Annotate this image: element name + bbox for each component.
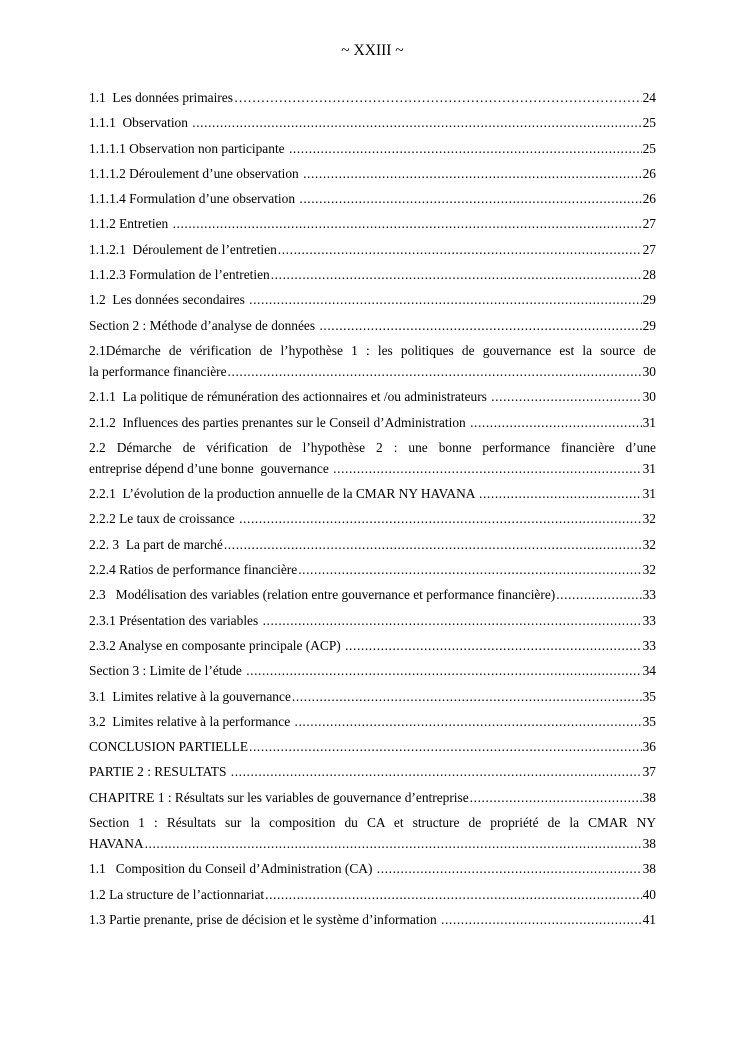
toc-entry[interactable] bbox=[89, 858, 656, 879]
toc-entry-page: 26 bbox=[642, 191, 656, 207]
toc-entry-page: 40 bbox=[642, 886, 656, 902]
toc-entry[interactable] bbox=[89, 761, 656, 782]
toc-entry[interactable] bbox=[89, 340, 656, 382]
dot-leader bbox=[470, 787, 642, 808]
toc-entry-title: 1.2 Les données secondaires bbox=[89, 292, 249, 308]
toc-entry-page: 35 bbox=[642, 688, 656, 704]
toc-entry-page: 38 bbox=[642, 789, 656, 805]
toc-entry-title-line1: Section 1 : Résultats sur la composition du CA et structure de propriété de la CMAR NY bbox=[89, 815, 656, 831]
toc-entry[interactable] bbox=[89, 386, 656, 407]
dot-leader bbox=[145, 833, 642, 854]
toc-entry-page: 31 bbox=[642, 414, 656, 430]
dot-leader bbox=[173, 213, 642, 234]
dot-leader bbox=[234, 87, 642, 108]
dot-leader bbox=[556, 584, 641, 605]
toc-entry-title: 1.1.2.1 Déroulement de l’entretien bbox=[89, 241, 277, 257]
toc-entry-title-line1: 2.2 Démarche de vérification de l’hypothèse 2 : une bonne performance financière d’une bbox=[89, 439, 656, 455]
dot-leader bbox=[319, 315, 641, 336]
dot-leader bbox=[192, 112, 641, 133]
toc-entry[interactable] bbox=[89, 239, 656, 260]
dot-leader bbox=[345, 635, 642, 656]
dot-leader bbox=[278, 239, 642, 260]
toc-entry[interactable] bbox=[89, 508, 656, 529]
toc-entry[interactable] bbox=[89, 213, 656, 234]
toc-entry[interactable] bbox=[89, 534, 656, 555]
toc-entry-title-line2: la performance financière bbox=[89, 363, 227, 379]
toc-entry-title: CONCLUSION PARTIELLE bbox=[89, 739, 249, 755]
toc-entry[interactable] bbox=[89, 884, 656, 905]
toc-entry-title: 3.1 Limites relative à la gouvernance bbox=[89, 688, 291, 704]
toc-entry-title: 1.1.1.1 Observation non participante bbox=[89, 140, 288, 156]
toc-entry[interactable] bbox=[89, 264, 656, 285]
dot-leader bbox=[249, 289, 641, 310]
dot-leader bbox=[295, 711, 642, 732]
toc-entry-title: CHAPITRE 1 : Résultats sur les variables de gouvernance d’entreprise bbox=[89, 789, 469, 805]
toc-entry-page: 26 bbox=[642, 165, 656, 181]
toc-entry-page: 30 bbox=[642, 389, 656, 405]
toc-entry[interactable] bbox=[89, 711, 656, 732]
toc-entry[interactable] bbox=[89, 412, 656, 433]
dot-leader bbox=[289, 138, 642, 159]
page-number-header: ~ XXIII ~ bbox=[341, 42, 404, 59]
dot-leader bbox=[246, 660, 641, 681]
dot-leader bbox=[239, 508, 642, 529]
toc-entry-title: 1.1 Les données primaires bbox=[89, 90, 233, 105]
toc-entry[interactable] bbox=[89, 163, 656, 184]
toc-entry[interactable] bbox=[89, 112, 656, 133]
toc-entry-page: 41 bbox=[642, 911, 656, 927]
toc-entry-title: 1.1.2.3 Formulation de l’entretien bbox=[89, 267, 270, 283]
dot-leader bbox=[231, 761, 642, 782]
dot-leader bbox=[377, 858, 642, 879]
toc-entry-page: 27 bbox=[642, 241, 656, 257]
toc-entry[interactable] bbox=[89, 686, 656, 707]
toc-entry-page: 36 bbox=[642, 739, 656, 755]
toc-entry-page: 32 bbox=[642, 536, 656, 552]
toc-entry[interactable] bbox=[89, 559, 656, 580]
toc-entry-page: 37 bbox=[642, 764, 656, 780]
dot-leader bbox=[298, 559, 641, 580]
toc-entry[interactable] bbox=[89, 138, 656, 159]
toc-entry-page: 30 bbox=[642, 363, 656, 379]
toc-entry-page: 25 bbox=[642, 115, 656, 131]
toc-entry-page: 33 bbox=[642, 637, 656, 653]
toc-entry-title: 2.1.1 La politique de rémunération des actionnaires et /ou administrateurs bbox=[89, 389, 491, 405]
toc-entry-title-line2: HAVANA bbox=[89, 836, 144, 852]
toc-entry-title: 1.1.1 Observation bbox=[89, 115, 192, 131]
toc-entry-page: 29 bbox=[642, 317, 656, 333]
dot-leader bbox=[441, 909, 642, 930]
toc-entry-page: 32 bbox=[642, 511, 656, 527]
toc-entry-page: 38 bbox=[642, 861, 656, 877]
toc-entry-title: 2.2.2 Le taux de croissance bbox=[89, 511, 239, 527]
toc-entry-title: 2.3 Modélisation des variables (relation entre gouvernance et performance financière) bbox=[89, 587, 556, 603]
toc-entry[interactable] bbox=[89, 584, 656, 605]
dot-leader bbox=[263, 610, 642, 631]
dot-leader bbox=[265, 884, 641, 905]
toc-entry-page: 29 bbox=[642, 292, 656, 308]
dot-leader bbox=[292, 686, 642, 707]
toc-entry[interactable] bbox=[89, 289, 656, 310]
toc-entry-title: 3.2 Limites relative à la performance bbox=[89, 713, 294, 729]
dot-leader bbox=[470, 412, 642, 433]
table-of-contents bbox=[89, 87, 656, 934]
dot-leader bbox=[299, 188, 641, 209]
toc-entry[interactable] bbox=[89, 188, 656, 209]
toc-entry[interactable] bbox=[89, 437, 656, 479]
toc-entry-title: 2.1.2 Influences des parties prenantes sur le Conseil d’Administration bbox=[89, 414, 470, 430]
toc-entry[interactable] bbox=[89, 909, 656, 930]
toc-entry[interactable] bbox=[89, 787, 656, 808]
toc-entry[interactable] bbox=[89, 315, 656, 336]
dot-leader bbox=[479, 483, 642, 504]
toc-entry[interactable] bbox=[89, 736, 656, 757]
toc-entry-page: 24 bbox=[642, 90, 656, 105]
toc-entry-title: PARTIE 2 : RESULTATS bbox=[89, 764, 230, 780]
dot-leader bbox=[303, 163, 642, 184]
dot-leader bbox=[491, 386, 641, 407]
dot-leader bbox=[333, 458, 641, 479]
toc-entry[interactable] bbox=[89, 483, 656, 504]
toc-entry-page: 31 bbox=[642, 486, 656, 502]
dot-leader bbox=[228, 361, 642, 382]
toc-entry-title: 1.1.1.4 Formulation d’une observation bbox=[89, 191, 299, 207]
toc-entry[interactable] bbox=[89, 635, 656, 656]
toc-entry-title: 2.2. 3 La part de marché bbox=[89, 536, 223, 552]
toc-entry-page: 33 bbox=[642, 612, 656, 628]
toc-entry-title: Section 2 : Méthode d’analyse de données bbox=[89, 317, 319, 333]
dot-leader bbox=[271, 264, 642, 285]
toc-entry-page: 35 bbox=[642, 713, 656, 729]
toc-entry-page: 27 bbox=[642, 216, 656, 232]
toc-entry-page: 25 bbox=[642, 140, 656, 156]
toc-entry[interactable] bbox=[89, 812, 656, 854]
toc-entry-title: 1.2 La structure de l’actionnariat bbox=[89, 886, 265, 902]
toc-entry-title-line1: 2.1Démarche de vérification de l’hypothèse 1 : les politiques de gouvernance est la source de bbox=[89, 342, 656, 358]
toc-entry-page: 32 bbox=[642, 562, 656, 578]
toc-entry[interactable] bbox=[89, 87, 656, 108]
toc-entry-page: 33 bbox=[642, 587, 656, 603]
toc-entry-title: Section 3 : Limite de l’étude bbox=[89, 663, 246, 679]
toc-entry-title: 2.3.1 Présentation des variables bbox=[89, 612, 262, 628]
toc-entry-page: 28 bbox=[642, 267, 656, 283]
toc-entry-title: 1.1.1.2 Déroulement d’une observation bbox=[89, 165, 303, 181]
toc-entry-title: 1.3 Partie prenante, prise de décision et le système d’information bbox=[89, 911, 441, 927]
toc-entry-title: 2.2.1 L’évolution de la production annuelle de la CMAR NY HAVANA bbox=[89, 486, 479, 502]
toc-entry-title: 1.1.2 Entretien bbox=[89, 216, 172, 232]
toc-entry-title: 2.2.4 Ratios de performance financière bbox=[89, 562, 298, 578]
toc-entry-page: 38 bbox=[642, 836, 656, 852]
toc-entry-title: 1.1 Composition du Conseil d’Administration (CA) bbox=[89, 861, 376, 877]
toc-entry-title-line2: entreprise dépend d’une bonne gouvernance bbox=[89, 460, 333, 476]
dot-leader bbox=[224, 534, 642, 555]
toc-entry[interactable] bbox=[89, 610, 656, 631]
toc-entry-page: 34 bbox=[642, 663, 656, 679]
dot-leader bbox=[249, 736, 642, 757]
toc-entry-title: 2.3.2 Analyse en composante principale (ACP) bbox=[89, 637, 345, 653]
toc-entry-page: 31 bbox=[642, 460, 656, 476]
toc-entry[interactable] bbox=[89, 660, 656, 681]
